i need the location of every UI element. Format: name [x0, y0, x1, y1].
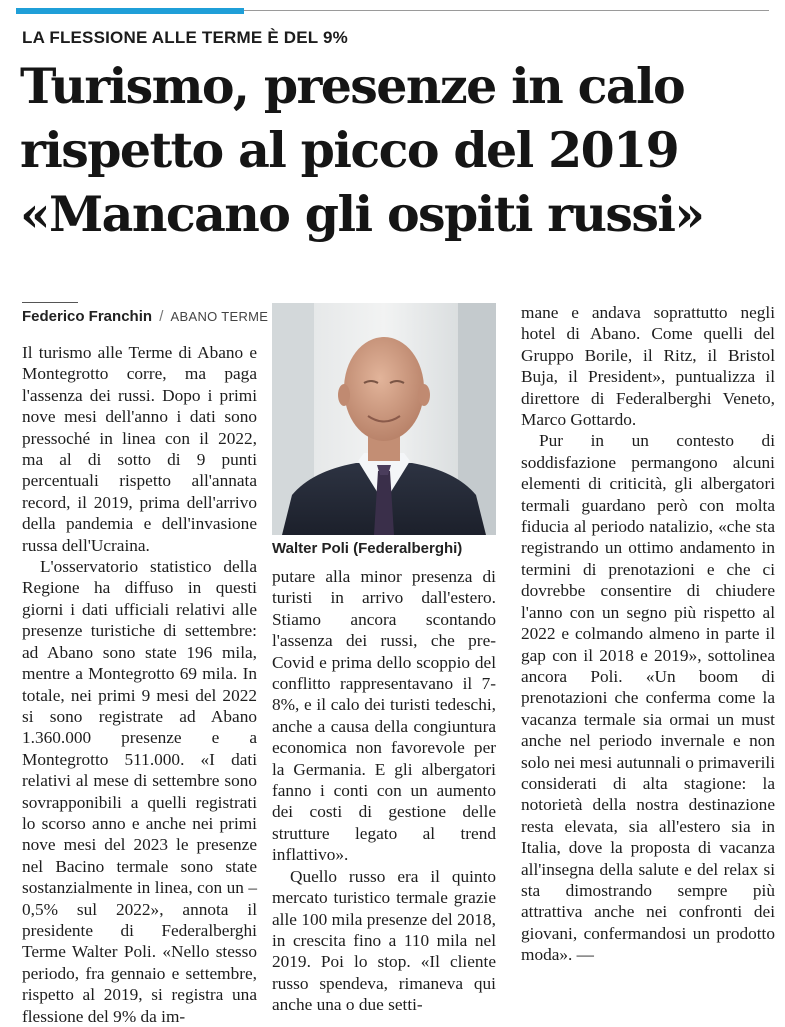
byline-separator: / [159, 308, 164, 325]
portrait-photo [272, 303, 496, 535]
article-paragraph: Quello russo era il quinto mercato turistico termale grazie alle 100 mila presenze del 2018, in crescita fino a 110 mila nel 2019. Poi lo stop. «Il cliente russo spendeva, rimaneva qui anche una o due setti- [272, 866, 496, 1015]
byline-rule [22, 302, 78, 303]
headline-line-2: rispetto al picco del 2019 [20, 121, 679, 179]
photo-caption: Walter Poli (Federalberghi) [272, 540, 463, 557]
article-column-1 [22, 342, 257, 1027]
article-column-2 [272, 566, 496, 1016]
headline [20, 54, 770, 246]
byline [22, 308, 268, 325]
byline-location: ABANO TERME [170, 309, 269, 324]
article-paragraph: Il turismo alle Terme di Abano e Montegrotto corre, ma paga l'assenza dei russi. Dopo i primi nove mesi dell'anno i dati sono pressoché in linea con il 2022, ma al di sotto di 9 punti percentuali rispetto all'annata record, il 2019, prima dell'arrivo della pandemia e dell'invasione russa dell'Ucraina. [22, 343, 257, 555]
article-paragraph: mane e andava soprattutto negli hotel di Abano. Come quelli del Gruppo Borile, il Ritz, il Bristol Buja, il President», puntualizza il direttore di Federalberghi Veneto, Marco Gottardo. [521, 303, 775, 430]
kicker: LA FLESSIONE ALLE TERME È DEL 9% [22, 28, 348, 47]
section-top-rule [244, 10, 769, 11]
article-column-3 [521, 302, 775, 966]
byline-author: Federico Franchin [22, 308, 153, 325]
section-accent-bar [16, 8, 244, 14]
headline-line-1: Turismo, presenze in calo [20, 57, 685, 115]
article-paragraph: Pur in un contesto di soddisfazione permangono alcuni elementi di criticità, gli albergatori termali guardano però con molta fiducia al periodo natalizio, «che sta registrando un ottimo andamento in termini di prenotazioni e che ci dovrebbe consentire di chiudere l'anno con un segno più rispetto al 2022 e colmando almeno in parte il gap con il 2018 e 2019», sottolinea ancora Poli. «Un boom di prenotazioni che conferma come la vacanza termale sia ormai un must anche nel periodo invernale e non solo nei mesi autunnali o primaverili considerati di alta stagione: la notorietà della nostra destinazione resta elevata, sia all'estero sia in Italia, dove la proposta di vacanza all'insegna della salute e del relax si sta dimostrando sempre più attrattiva anche nei confronti dei giovani, confermandosi un prodotto moda». — [521, 431, 775, 965]
article-paragraph: L'osservatorio statistico della Regione ha diffuso in questi giorni i dati ufficiali relativi alle presenze turistiche di settembre: ad Abano sono state 196 mila, mentre a Montegrotto 69 mila. In totale, nei primi 9 mesi del 2022 si sono registrate ad Abano 1.360.000 presenze e a Montegrotto 511.000. «I dati relativi al mese di settembre sono sovrapponibili a quelli registrati lo scorso anno e anche nei primi nove mesi del 2023 le presenze nel Bacino termale sono state sostanzialmente in linea, con un –0,5% sul 2022», annota il presidente di Federalberghi Terme Walter Poli. «Nello stesso periodo, fra gennaio e settembre, rispetto al 2019, si registra una flessione del 9% da im- [22, 557, 257, 1026]
headline-line-3: «Mancano gli ospiti russi» [20, 185, 704, 243]
article-paragraph: putare alla minor presenza di turisti in arrivo dall'estero. Stiamo ancora scontando l'assenza dei russi, che pre-Covid e prima dello scoppio del conflitto rappresentavano il 7-8%, e il calo dei turisti tedeschi, anche a causa della congiuntura economica non favorevole per la Germania. E gli albergatori fanno i conti con un aumento dei costi di gestione delle strutture legato al trend inflattivo». [272, 567, 496, 865]
